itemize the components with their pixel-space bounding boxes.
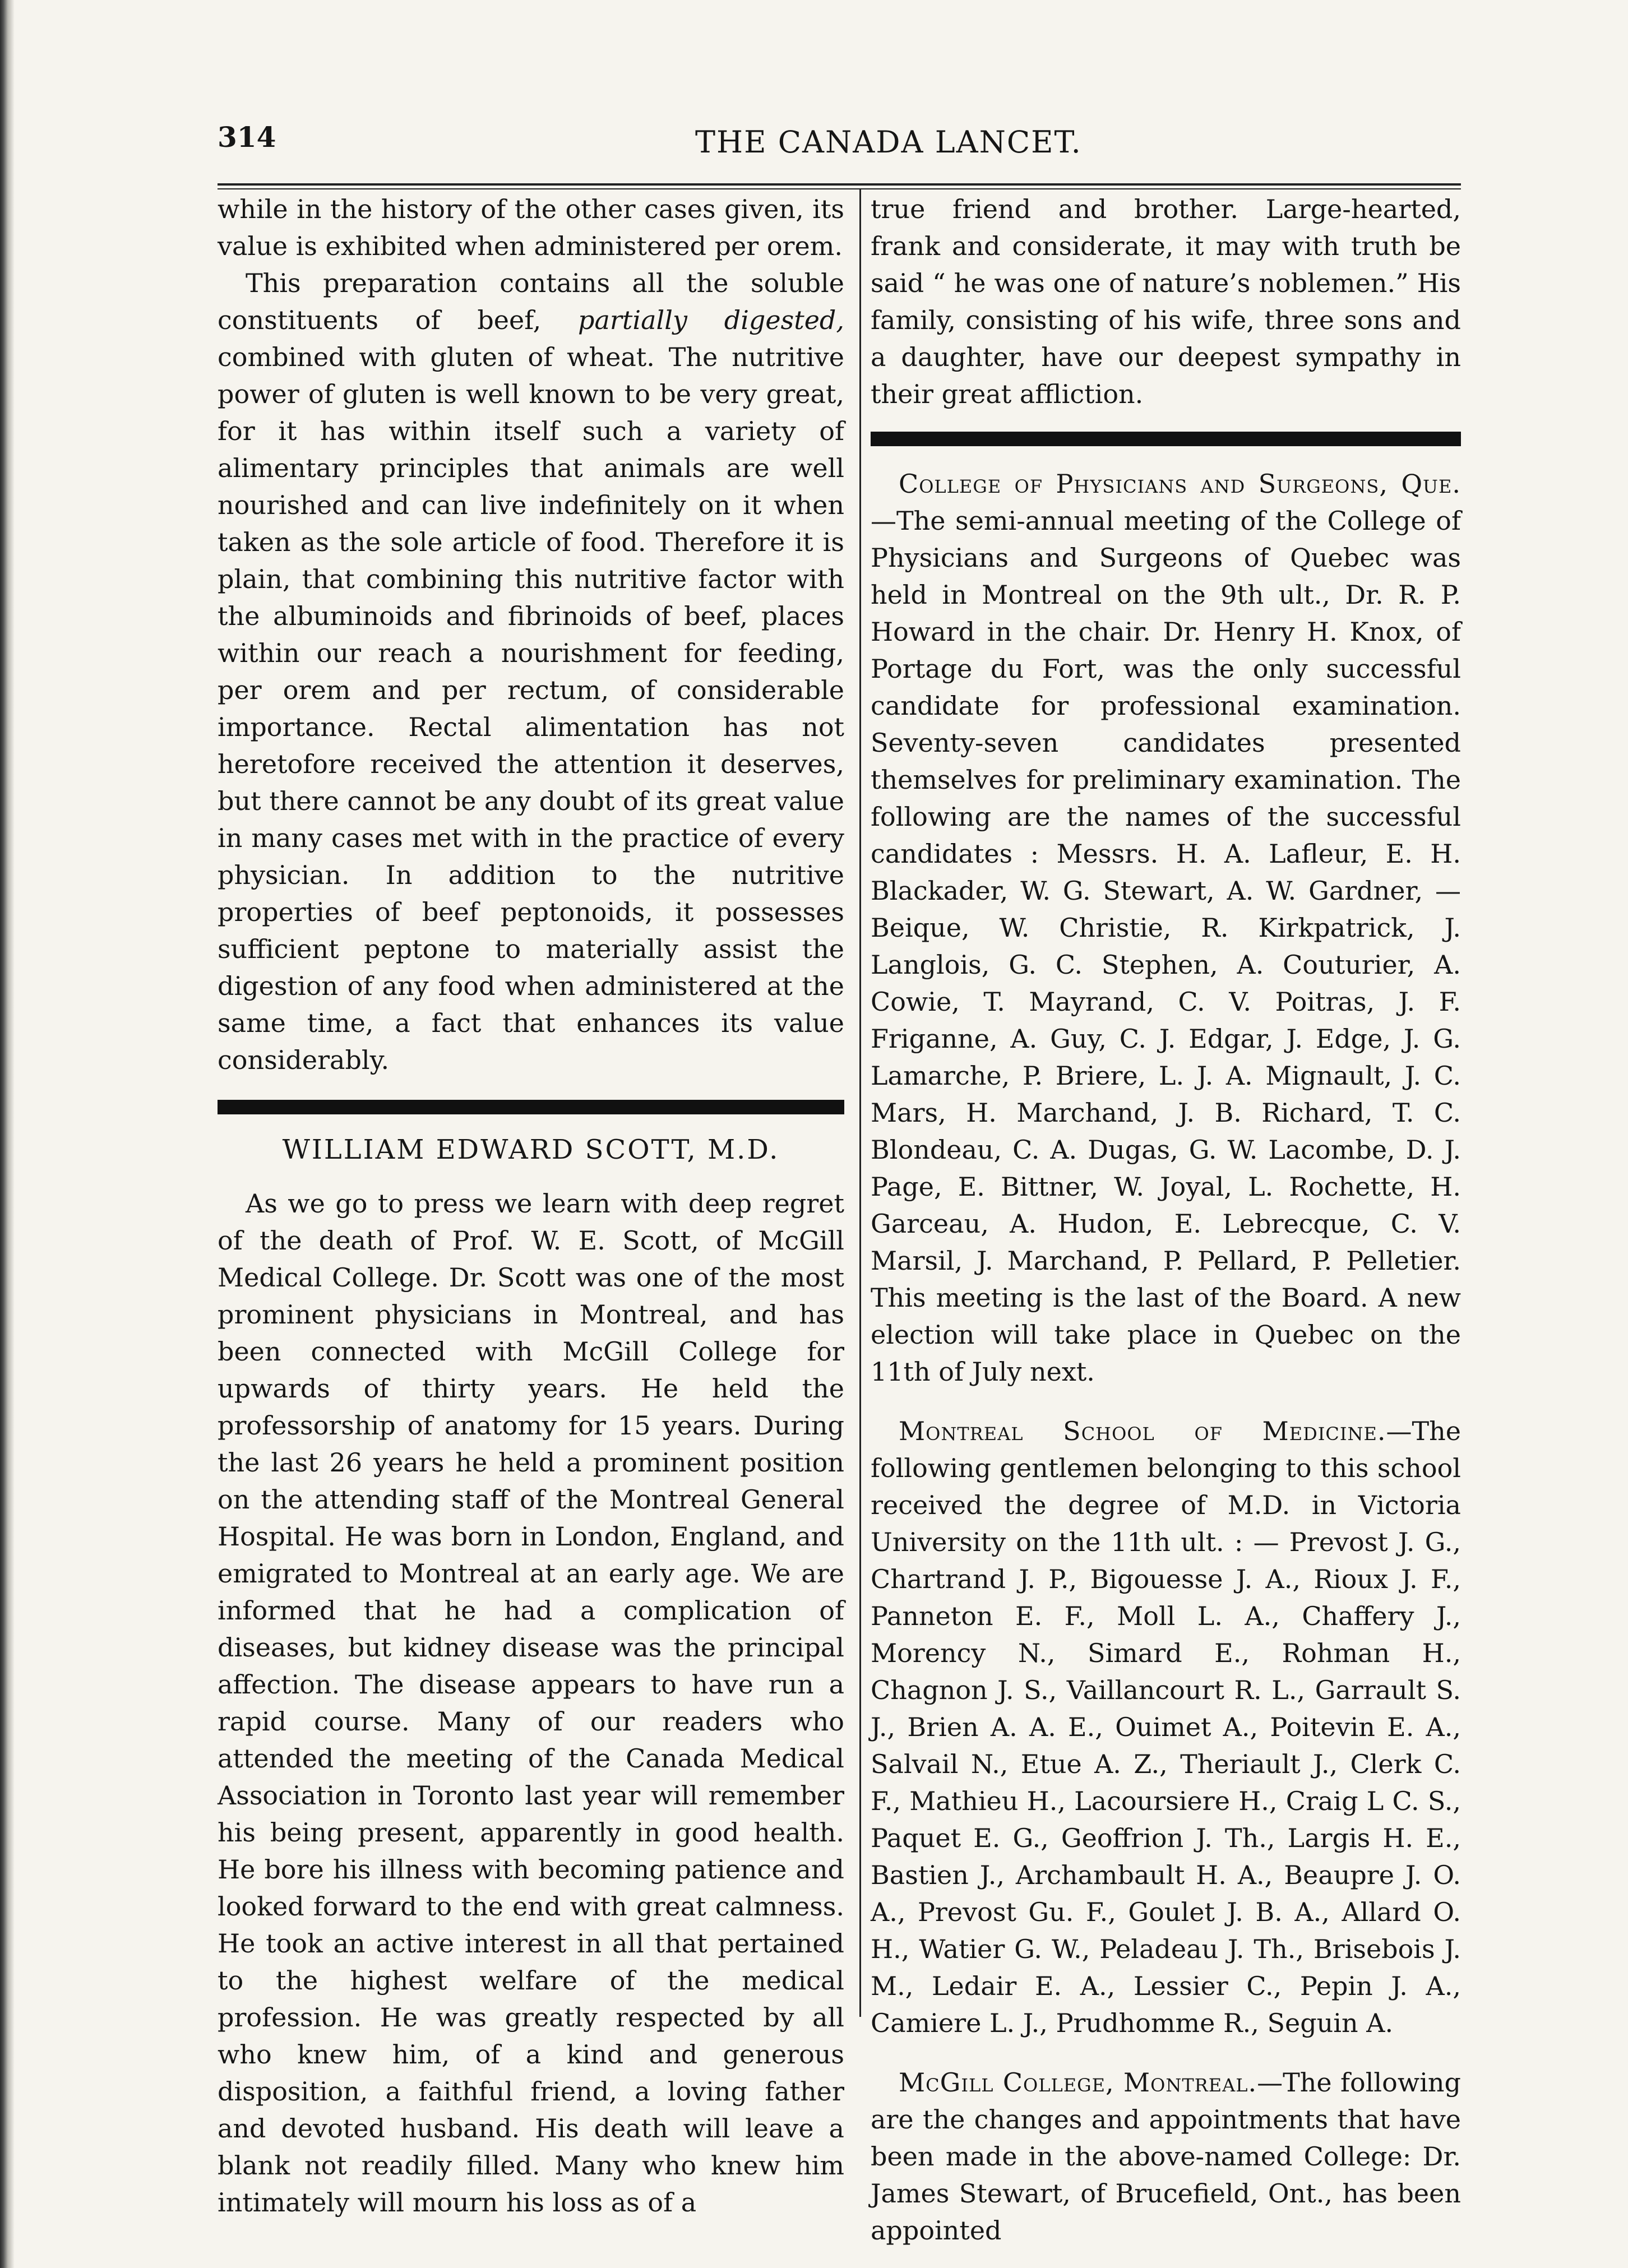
section-divider-bar-right <box>871 432 1461 446</box>
section-divider-bar <box>218 1100 844 1114</box>
italic-phrase: partially digested, <box>578 305 844 335</box>
beef-peptonoids-paragraph <box>218 265 844 1079</box>
obituary-paragraph: As we go to press we learn with deep regret of the death of Prof. W. E. Scott, of McGill Medical College. Dr. Scott was one of the most prominent physicians in Montreal, and has been connected with McGill College for upwards of thirty years. He held the professorship of anatomy for 15 years. During the last 26 years he held a prominent position on the attending staff of the Montreal General Hospital. He was born in London, England, and emigrated to Montreal at an early age. We are informed that he had a complication of diseases, but kidney disease was the principal affection. The disease appears to have run a rapid course. Many of our readers who attended the meeting of the Canada Medical Association in Toronto last year will remember his being present, apparently in good health. He bore his illness with becoming patience and looked forward to the end with great calmness. He took an active interest in all that pertained to the highest welfare of the medical profession. He was greatly respected by all who knew him, of a kind and generous disposition, a faithful friend, a loving father and devoted husband. His death will leave a blank not readily filled. Many who knew him intimately will mourn his loss as of a <box>218 1188 844 2218</box>
mcgill-college-paragraph <box>871 2064 1461 2249</box>
page-binding-edge <box>0 0 15 2268</box>
paragraph-text-rest: combined with gluten of wheat. The nutritive power of gluten is well known to be very great, for it has within itself such a variety of alimentary principles that animals are well nourished and can live indefinitely on it when taken as the sole article of food. Therefore it is plain, that combining this nutritive factor with the albuminoids and fibrinoids of beef, places within our reach a nourishment for feeding, per orem and per rectum, of considerable importance. Rectal alimentation has not heretofore received the attention it deserves, but there cannot be any doubt of its great value in many cases met with in the practice of every physician. In addition to the nutritive properties of beef peptonoids, it possesses sufficient peptone to materially assist the digestion of any food when administered at the same time, a fact that enhances its value considerably. <box>218 342 844 1075</box>
obituary-continued-paragraph: true friend and brother. Large-hearted, frank and considerate, it may with truth be said “ he was one of nature’s noblemen.” His family, consisting of his wife, three sons and a daughter, have our deepest sympathy in their great affliction. <box>871 194 1461 409</box>
header-rule-top <box>218 183 1461 186</box>
page-number: 314 <box>218 121 276 154</box>
left-column <box>218 191 844 2221</box>
mcgill-college-heading: McGill College, Montreal. <box>899 2067 1257 2098</box>
college-quebec-paragraph <box>871 465 1461 1390</box>
montreal-school-paragraph <box>871 1413 1461 2042</box>
college-quebec-heading: College of Physicians and Surgeons, Que. <box>899 469 1461 499</box>
right-column <box>871 191 1461 2249</box>
montreal-school-text: —The following gentlemen belonging to this school received the degree of M.D. in Victoria University on the 11th ult. : — Prevost J. G., Chartrand J. P., Bigouesse J. A., Rioux J. F., Panneton E. F., Moll L. A., Chaffery J., Morency N., Simard E., Rohman H., Chagnon J. S., Vaillancourt R. L., Garrault S. J., Brien A. A. E., Ouimet A., Poitevin E. A., Salvail N., Etue A. Z., Theriault J., Clerk C. F., Mathieu H., Lacoursiere H., Craig L C. S., Paquet E. G., Geoffrion J. Th., Largis H. E., Bastien J., Archambault H. A., Beaupre J. O. A., Prevost Gu. F., Goulet J. B. A., Allard O. H., Watier G. W., Peladeau J. Th., Brisebois J. M., Ledair E. A., Lessier C., Pepin J. A., Camiere L. J., Prudhomme R., Seguin A. <box>871 1416 1461 2038</box>
paragraph-text-start: This preparation contains all the soluble constituents of beef, <box>218 268 844 335</box>
journal-title: THE CANADA LANCET. <box>695 124 1082 160</box>
paragraph-gap-2 <box>871 2042 1461 2064</box>
college-quebec-text: —The semi-annual meeting of the College of Physicians and Surgeons of Quebec was held in Montreal on the 9th ult., Dr. R. P. Howard in the chair. Dr. Henry H. Knox, of Portage du Fort, was the only successful candidate for professional examination. Seventy-seven candidates presented themselves for preliminary examination. The following are the names of the successful candidates : Messrs. H. A. Lafleur, E. H. Blackader, W. G. Stewart, A. W. Gardner, — Beique, W. Christie, R. Kirkpatrick, J. Langlois, G. C. Stephen, A. Couturier, A. Cowie, T. Mayrand, C. V. Poitras, J. F. Friganne, A. Guy, C. J. Edgar, J. Edge, J. G. Lamarche, P. Briere, L. J. A. Mignault, J. C. Mars, H. Marchand, J. B. Richard, T. C. Blondeau, C. A. Dugas, G. W. Lacombe, D. J. Page, E. Bittner, W. Joyal, L. Rochette, H. Garceau, A. Hudon, E. Lebrecque, C. V. Marsil, J. Marchand, P. Pellard, P. Pelletier. This meeting is the last of the Board. A new election will take place in Quebec on the 11th of July next. <box>871 506 1461 1387</box>
column-divider <box>859 188 861 2017</box>
paragraph-gap <box>871 1390 1461 1413</box>
continued-paragraph: while in the history of the other cases given, its value is exhibited when administered per orem. <box>218 194 844 261</box>
obituary-title: WILLIAM EDWARD SCOTT, M.D. <box>282 1134 780 1165</box>
mcgill-college-text: —The following are the changes and appointments that have been made in the above-named College: Dr. James Stewart, of Brucefield, Ont., has been appointed <box>871 2067 1461 2246</box>
montreal-school-heading: Montreal School of Medicine. <box>899 1416 1386 1446</box>
header-rule-bottom <box>218 188 1461 189</box>
